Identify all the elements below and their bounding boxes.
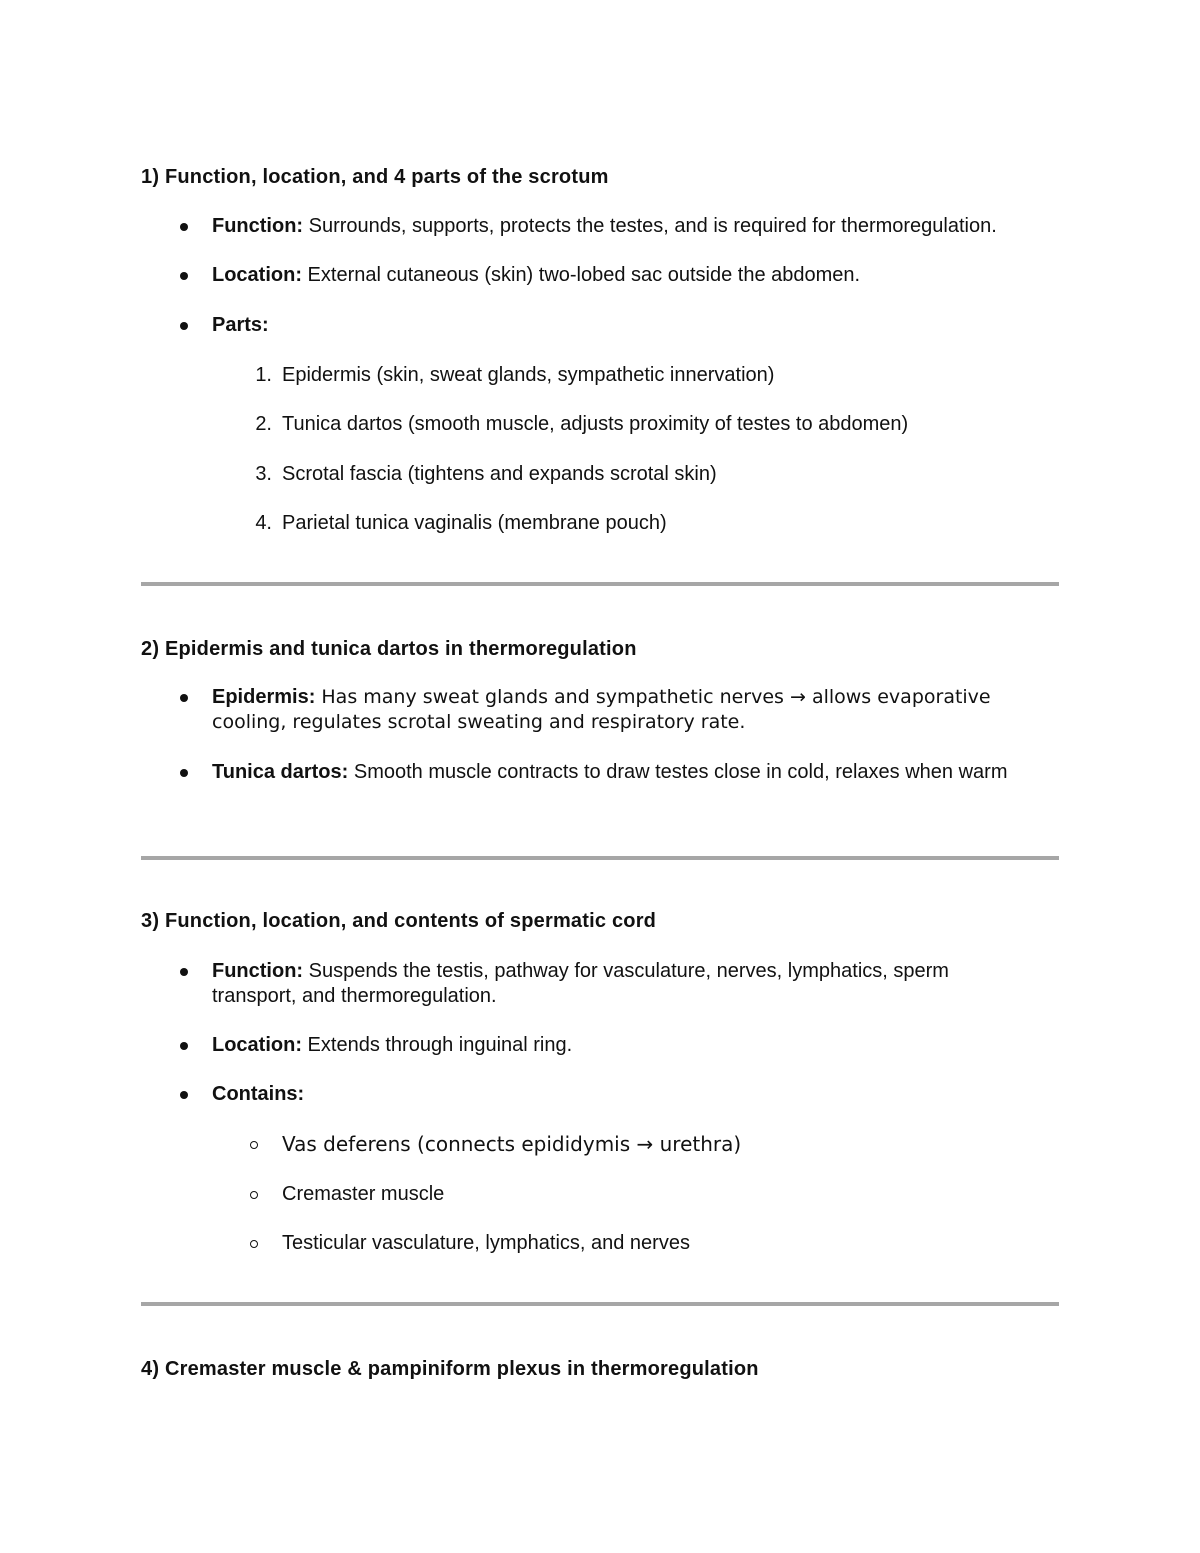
- hollow-bullet-icon: [250, 1141, 258, 1149]
- bullet-icon: [180, 322, 188, 330]
- bullet-icon: [180, 1042, 188, 1050]
- hollow-bullet-icon: [250, 1240, 258, 1248]
- item-text: Cremaster muscle: [282, 1183, 445, 1205]
- numbered-item: [255, 511, 667, 536]
- bullet-icon: [180, 272, 188, 280]
- section-2-bullet-tunica-dartos: [212, 760, 1032, 785]
- bullet-label: Location:: [212, 1034, 302, 1056]
- section-1-bullet-parts: [212, 313, 1062, 338]
- bullet-icon: [180, 769, 188, 777]
- bullet-label: Parts:: [212, 314, 269, 336]
- bullet-icon: [180, 694, 188, 702]
- item-text: Parietal tunica vaginalis (membrane pouch): [282, 512, 667, 534]
- sub-bullet-item: [282, 1182, 444, 1207]
- sub-bullet-item: [282, 1132, 741, 1157]
- numbered-item: [255, 462, 717, 487]
- section-3-bullet-contains: [212, 1082, 1062, 1107]
- section-1-bullet-function: [212, 214, 1062, 239]
- bullet-text: Smooth muscle contracts to draw testes close in cold, relaxes when warm: [348, 761, 1008, 783]
- bullet-label: Contains:: [212, 1083, 305, 1105]
- bullet-label: Function:: [212, 960, 304, 982]
- bullet-text: External cutaneous (skin) two-lobed sac outside the abdomen.: [302, 264, 861, 286]
- bullet-icon: [180, 968, 188, 976]
- section-divider: [141, 1302, 1059, 1306]
- item-number: 3.: [255, 463, 272, 485]
- item-text: Tunica dartos (smooth muscle, adjusts proximity of testes to abdomen): [282, 413, 909, 435]
- item-text: Testicular vasculature, lymphatics, and nerves: [282, 1232, 690, 1254]
- document-page: [141, 0, 1059, 1553]
- bullet-icon: [180, 223, 188, 231]
- sub-bullet-item: [282, 1231, 690, 1256]
- item-text: Scrotal fascia (tightens and expands scrotal skin): [282, 463, 717, 485]
- bullet-icon: [180, 1091, 188, 1099]
- section-1-heading: 1) Function, location, and 4 parts of the scrotum: [141, 166, 609, 188]
- section-3-bullet-location: [212, 1033, 1062, 1058]
- hollow-bullet-icon: [250, 1191, 258, 1199]
- section-divider: [141, 582, 1059, 586]
- item-number: 4.: [255, 512, 272, 534]
- section-divider: [141, 856, 1059, 860]
- section-1-bullet-location: [212, 263, 1062, 288]
- bullet-text: Suspends the testis, pathway for vasculature, nerves, lymphatics, sperm transport, and thermoregulation.: [212, 960, 949, 1007]
- item-number: 2.: [255, 413, 272, 435]
- bullet-label: Location:: [212, 264, 302, 286]
- bullet-label: Epidermis:: [212, 686, 316, 708]
- numbered-item: [255, 412, 909, 437]
- section-2-bullet-epidermis: [212, 685, 992, 735]
- bullet-label: Function:: [212, 215, 304, 237]
- section-2-heading: 2) Epidermis and tunica dartos in thermoregulation: [141, 638, 637, 660]
- bullet-text: Surrounds, supports, protects the testes, and is required for thermoregulation.: [303, 215, 997, 237]
- section-3-bullet-function: [212, 959, 1032, 1009]
- bullet-text: Extends through inguinal ring.: [302, 1034, 573, 1056]
- bullet-text: Has many sweat glands and sympathetic nerves → allows evaporative cooling, regulates scrotal sweating and respiratory rate.: [212, 686, 991, 733]
- item-number: 1.: [255, 364, 272, 386]
- bullet-label: Tunica dartos:: [212, 761, 349, 783]
- numbered-item: [255, 363, 775, 388]
- section-3-heading: 3) Function, location, and contents of spermatic cord: [141, 910, 657, 932]
- section-4-heading: 4) Cremaster muscle & pampiniform plexus in thermoregulation: [141, 1358, 759, 1380]
- item-text: Epidermis (skin, sweat glands, sympathetic innervation): [282, 364, 775, 386]
- item-text: Vas deferens (connects epididymis → urethra): [282, 1132, 742, 1156]
